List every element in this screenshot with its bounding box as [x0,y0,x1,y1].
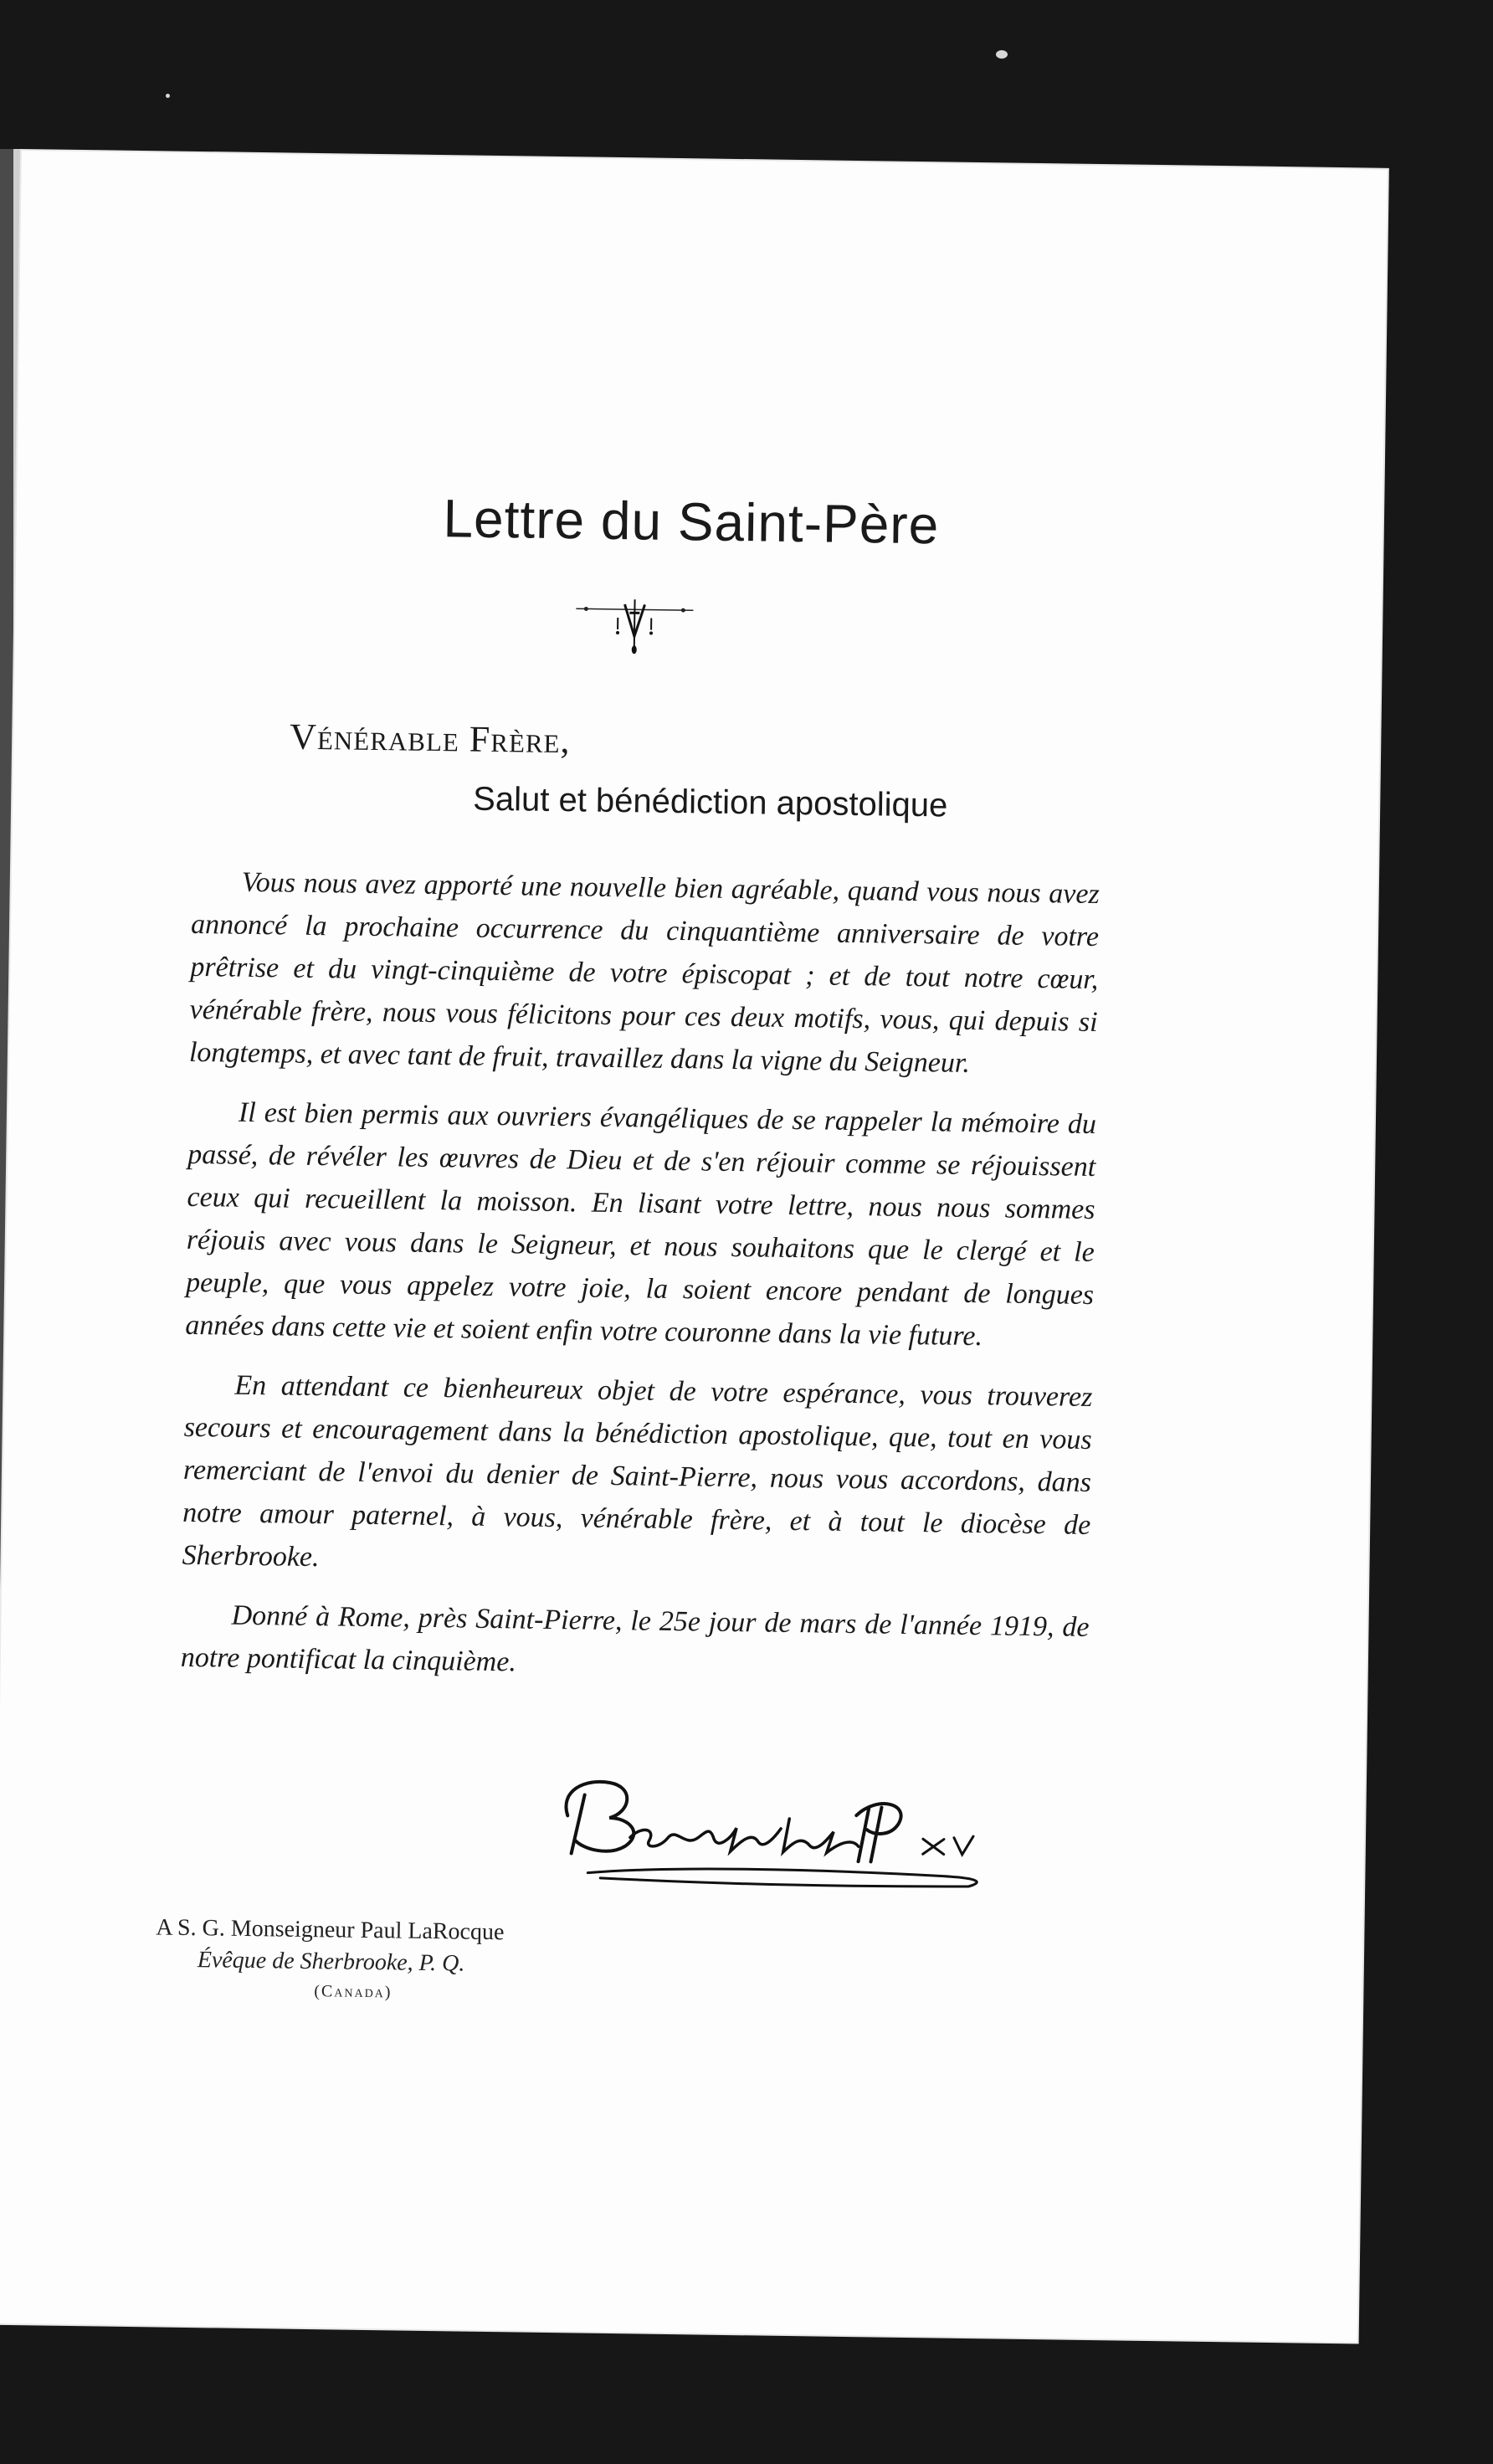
scan-speck [996,50,1008,59]
page-title: Lettre du Saint-Père [443,488,940,556]
paragraph-2: Il est bien permis aux ouvriers évangéliques de se rappeler la mémoire du passé, de révéler les œuvres de Dieu et de s'en réjouir comme se réjouissent ceux qui recueillent la moisson. En lisant votre lettre, nous nous sommes réjouis avec vous dans le Seigneur, et nous souhaitons que le clergé et le peuple, que vous appelez votre joie, la soient encore pendant de longues années dans cette vie et soient enfin votre couronne dans la vie future. [185,1096,1097,1353]
document-page [0,151,1388,2343]
address-line-2: Évêque de Sherbrooke, P. Q. [197,1947,465,1977]
signature-icon [550,1765,1020,1897]
paragraph-4: Donné à Rome, près Saint-Pierre, le 25e jour de mars de l'année 1919, de notre pontificat la cinquième. [180,1599,1090,1678]
greeting: Salut et bénédiction apostolique [472,780,948,824]
salutation-text: Vénérable Frère, [289,716,571,762]
paragraph-3: En attendant ce bienheureux objet de votre espérance, vous trouverez secours et encouragement dans la bénédiction apostolique, que, tout en vous remerciant de l'envoi du denier de Saint-Pierre, nous vous accordons, dans notre amour paternel, à vous, vénérable frère, et à tout le diocèse de Sherbrooke. [182,1369,1093,1573]
recipient-address [155,1914,504,2004]
ornament-icon [567,593,702,662]
page-content [0,151,1388,2343]
address-line-3: (Canada) [314,1982,392,2002]
scan-speck [166,94,170,98]
salutation [290,716,571,762]
paragraph-1: Vous nous avez apporté une nouvelle bien agréable, quand vous nous avez annoncé la prochaine occurrence du cinquantième anniversaire de votre prêtrise et du vingt-cinquième de votre épiscopat ; et de tout notre cœur, vénérable frère, nous vous félicitons pour ces deux motifs, vous, qui depuis si longtemps, et avec tant de fruit, travaillez dans la vigne du Seigneur. [188,866,1100,1079]
letter-body [180,860,1100,1708]
address-line-1: A S. G. Monseigneur Paul LaRocque [156,1914,505,1946]
